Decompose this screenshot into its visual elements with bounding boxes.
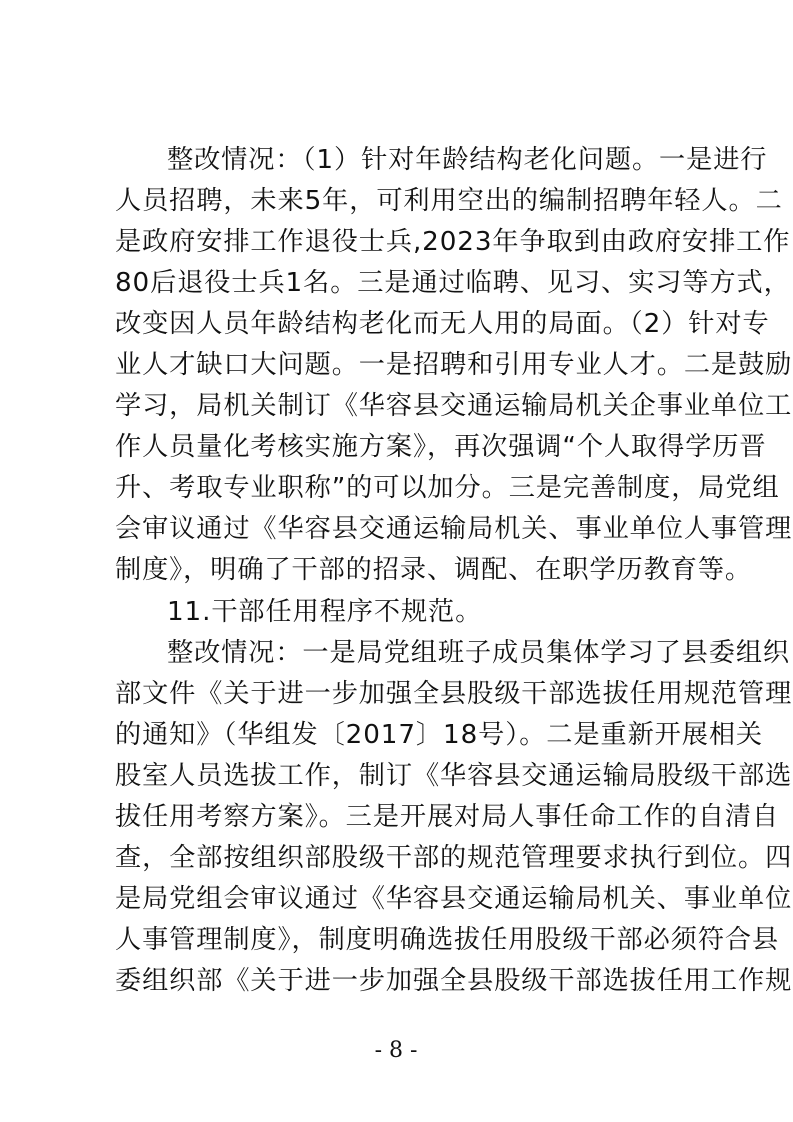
- text-line: 是政府安排工作退役士兵,2023年争取到由政府安排工作: [115, 227, 791, 257]
- section-heading: 11.干部任用程序不规范。: [167, 597, 483, 627]
- text-line: 拔任用考察方案》。三是开展对局人事任命工作的自清自: [115, 802, 780, 832]
- text-line: 整改情况：一是局党组班子成员集体学习了县委组织: [167, 638, 791, 668]
- text-line: 会审议通过《华容县交通运输局机关、事业单位人事管理: [115, 514, 793, 544]
- text-line: 升、考取专业职称”的可以加分。三是完善制度，局党组: [115, 473, 780, 503]
- text-line: 业人才缺口大问题。一是招聘和引用专业人才。二是鼓励: [115, 350, 793, 380]
- page-number: - 8 -: [374, 1038, 418, 1063]
- text-line: 部文件《关于进一步加强全县股级干部选拔任用规范管理: [115, 679, 793, 709]
- text-line: 改变因人员年龄结构老化而无人用的局面。（2）针对专: [115, 309, 770, 339]
- text-line: 人员招聘，未来5年，可利用空出的编制招聘年轻人。二: [115, 186, 783, 216]
- text-line: 整改情况：（1）针对年龄结构老化问题。一是进行: [167, 145, 768, 175]
- text-line: 是局党组会审议通过《华容县交通运输局机关、事业单位: [115, 884, 793, 914]
- text-line: 人事管理制度》，制度明确选拔任用股级干部必须符合县: [115, 925, 780, 955]
- text-line: 委组织部《关于进一步加强全县股级干部选拔任用工作规: [115, 966, 793, 996]
- text-line: 作人员量化考核实施方案》，再次强调“个人取得学历晋: [115, 432, 767, 462]
- text-line: 查，全部按组织部股级干部的规范管理要求执行到位。四: [115, 843, 793, 873]
- text-line: 80后退役士兵1名。三是通过临聘、见习、实习等方式，: [115, 268, 791, 298]
- text-line: 股室人员选拔工作，制订《华容县交通运输局股级干部选: [115, 761, 793, 791]
- text-line: 的通知》（华组发〔2017〕18号）。二是重新开展相关: [115, 720, 764, 750]
- text-line: 制度》，明确了干部的招录、调配、在职学历教育等。: [115, 555, 752, 585]
- text-line: 学习，局机关制订《华容县交通运输局机关企事业单位工: [115, 391, 793, 421]
